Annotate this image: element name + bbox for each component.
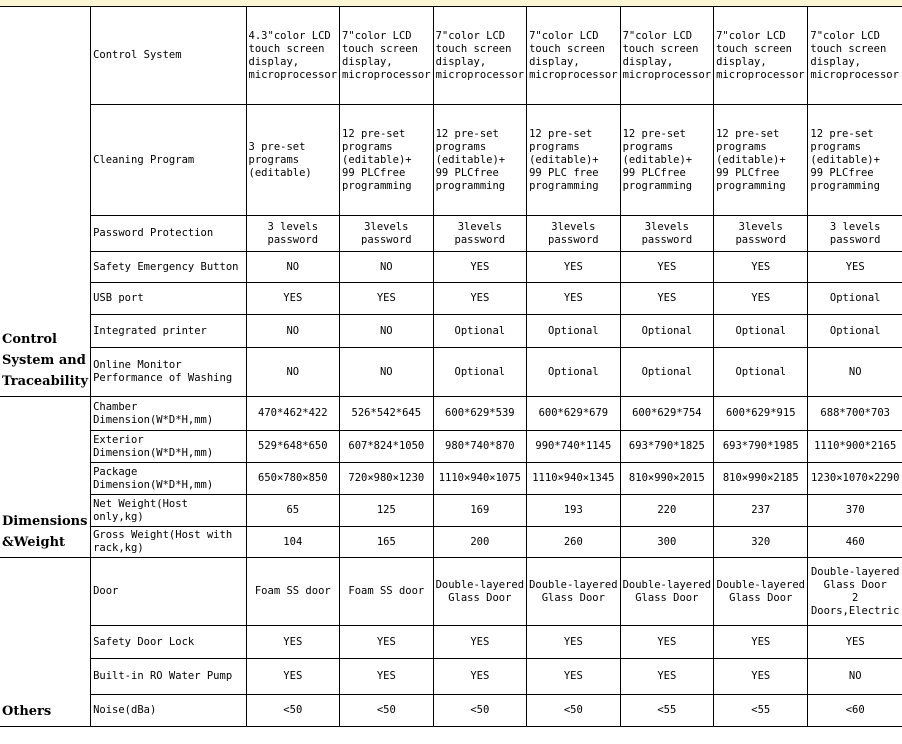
table-row xyxy=(0,659,902,695)
table-row xyxy=(0,527,902,558)
spec-value-model-1: 3 levels password xyxy=(246,216,340,252)
table-row xyxy=(0,216,902,252)
spec-value-model-7: YES xyxy=(808,626,902,659)
spec-label-online-monitor-performance-of-washing: Online Monitor Performance of Washing xyxy=(91,348,246,397)
spec-value-model-1: 529*648*650 xyxy=(246,431,340,463)
spec-value-model-3: <50 xyxy=(433,695,527,727)
spec-sheet xyxy=(0,6,902,727)
spec-value-model-5: <55 xyxy=(620,695,714,727)
spec-value-model-6: 7"color LCD touch screen display, microprocessor xyxy=(714,7,808,105)
spec-value-model-3: 12 pre-set programs (editable)+ 99 PLCfree programming xyxy=(433,105,527,216)
table-row xyxy=(0,7,902,105)
spec-value-model-2: 165 xyxy=(340,527,434,558)
spec-value-model-2: 3levels password xyxy=(340,216,434,252)
spec-value-model-6: YES xyxy=(714,659,808,695)
table-row xyxy=(0,463,902,495)
spec-label-integrated-printer: Integrated printer xyxy=(91,315,246,348)
spec-value-model-7: Double-layered Glass Door 2 Doors,Electric xyxy=(808,558,902,626)
spec-value-model-5: 600*629*754 xyxy=(620,397,714,431)
spec-label-control-system: Control System xyxy=(91,7,246,105)
spec-value-model-7: 3 levels password xyxy=(808,216,902,252)
table-row xyxy=(0,397,902,431)
spec-value-model-2: 12 pre-set programs (editable)+ 99 PLCfree programming xyxy=(340,105,434,216)
spec-value-model-2: Foam SS door xyxy=(340,558,434,626)
spec-label-cleaning-program: Cleaning Program xyxy=(91,105,246,216)
spec-value-model-3: 169 xyxy=(433,495,527,527)
spec-label-gross-weight-host-with-rack-kg: Gross Weight(Host with rack,kg) xyxy=(91,527,246,558)
spec-value-model-1: 470*462*422 xyxy=(246,397,340,431)
spec-value-model-2: YES xyxy=(340,659,434,695)
spec-value-model-5: YES xyxy=(620,283,714,315)
spec-value-model-4: 7"color LCD touch screen display, microprocessor xyxy=(527,7,621,105)
spec-value-model-7: 1230×1070×2290 xyxy=(808,463,902,495)
spec-value-model-4: YES xyxy=(527,252,621,283)
spec-value-model-3: 1110×940×1075 xyxy=(433,463,527,495)
spec-value-model-4: 600*629*679 xyxy=(527,397,621,431)
spec-value-model-7: 688*700*703 xyxy=(808,397,902,431)
spec-value-model-7: Optional xyxy=(808,283,902,315)
spec-value-model-3: YES xyxy=(433,283,527,315)
spec-value-model-3: Optional xyxy=(433,348,527,397)
spec-value-model-1: 104 xyxy=(246,527,340,558)
spec-value-model-6: 810×990×2185 xyxy=(714,463,808,495)
spec-label-built-in-ro-water-pump: Built-in RO Water Pump xyxy=(91,659,246,695)
spec-value-model-5: Optional xyxy=(620,348,714,397)
section-others-heading: Others xyxy=(0,558,91,727)
spec-value-model-7: YES xyxy=(808,252,902,283)
spec-value-model-7: NO xyxy=(808,348,902,397)
spec-value-model-1: YES xyxy=(246,626,340,659)
spec-label-chamber-dimension-w-d-h-mm: Chamber Dimension(W*D*H,mm) xyxy=(91,397,246,431)
spec-value-model-5: YES xyxy=(620,252,714,283)
spec-value-model-5: 300 xyxy=(620,527,714,558)
spec-value-model-7: <60 xyxy=(808,695,902,727)
spec-value-model-1: <50 xyxy=(246,695,340,727)
spec-value-model-5: Double-layered Glass Door xyxy=(620,558,714,626)
spec-value-model-1: NO xyxy=(246,315,340,348)
spec-value-model-5: YES xyxy=(620,659,714,695)
spec-value-model-2: <50 xyxy=(340,695,434,727)
spec-value-model-3: Double-layered Glass Door xyxy=(433,558,527,626)
table-row xyxy=(0,495,902,527)
spec-label-exterior-dimension-w-d-h-mm: Exterior Dimension(W*D*H,mm) xyxy=(91,431,246,463)
spec-value-model-1: NO xyxy=(246,348,340,397)
table-row xyxy=(0,431,902,463)
spec-value-model-1: 65 xyxy=(246,495,340,527)
spec-value-model-1: YES xyxy=(246,283,340,315)
spec-value-model-5: 7"color LCD touch screen display, microprocessor xyxy=(620,7,714,105)
spec-value-model-7: 370 xyxy=(808,495,902,527)
spec-value-model-6: 12 pre-set programs (editable)+ 99 PLCfree programming xyxy=(714,105,808,216)
spec-value-model-4: Double-layered Glass Door xyxy=(527,558,621,626)
spec-value-model-2: NO xyxy=(340,348,434,397)
spec-value-model-5: 12 pre-set programs (editable)+ 99 PLCfree programming xyxy=(620,105,714,216)
section-control-system-and-traceability-heading: Control System and Traceability xyxy=(0,7,91,397)
section-dimensions-weight-heading: Dimensions &Weight xyxy=(0,397,91,558)
spec-value-model-3: YES xyxy=(433,626,527,659)
spec-value-model-6: YES xyxy=(714,626,808,659)
spec-value-model-1: NO xyxy=(246,252,340,283)
spec-label-password-protection: Password Protection xyxy=(91,216,246,252)
spec-value-model-4: YES xyxy=(527,659,621,695)
spec-value-model-2: 526*542*645 xyxy=(340,397,434,431)
spec-value-model-2: YES xyxy=(340,283,434,315)
spec-value-model-1: 650×780×850 xyxy=(246,463,340,495)
table-row xyxy=(0,283,902,315)
table-row xyxy=(0,558,902,626)
spec-value-model-7: NO xyxy=(808,659,902,695)
spec-value-model-6: <55 xyxy=(714,695,808,727)
spec-value-model-5: Optional xyxy=(620,315,714,348)
spec-value-model-7: Optional xyxy=(808,315,902,348)
spec-value-model-1: YES xyxy=(246,659,340,695)
spec-label-safety-emergency-button: Safety Emergency Button xyxy=(91,252,246,283)
spec-value-model-3: 600*629*539 xyxy=(433,397,527,431)
spec-value-model-5: 693*790*1825 xyxy=(620,431,714,463)
table-row xyxy=(0,252,902,283)
spec-value-model-4: 3levels password xyxy=(527,216,621,252)
spec-value-model-6: YES xyxy=(714,252,808,283)
spec-value-model-7: 460 xyxy=(808,527,902,558)
spec-value-model-4: 12 pre-set programs (editable)+ 99 PLC free programming xyxy=(527,105,621,216)
spec-label-door: Door xyxy=(91,558,246,626)
spec-value-model-5: 220 xyxy=(620,495,714,527)
spec-value-model-6: 3levels password xyxy=(714,216,808,252)
spec-value-model-2: 720×980×1230 xyxy=(340,463,434,495)
spec-value-model-5: YES xyxy=(620,626,714,659)
spec-value-model-7: 1110*900*2165 xyxy=(808,431,902,463)
spec-label-package-dimension-w-d-h-mm: Package Dimension(W*D*H,mm) xyxy=(91,463,246,495)
spec-value-model-2: NO xyxy=(340,252,434,283)
table-row xyxy=(0,105,902,216)
spec-value-model-6: Optional xyxy=(714,315,808,348)
spec-value-model-3: 7"color LCD touch screen display, microprocessor xyxy=(433,7,527,105)
spec-value-model-4: Optional xyxy=(527,315,621,348)
spec-value-model-2: 7"color LCD touch screen display, microprocessor xyxy=(340,7,434,105)
spec-value-model-5: 3levels password xyxy=(620,216,714,252)
table-row xyxy=(0,695,902,727)
spec-value-model-6: Optional xyxy=(714,348,808,397)
spec-value-model-6: 237 xyxy=(714,495,808,527)
spec-label-net-weight-host-only-kg: Net Weight(Host only,kg) xyxy=(91,495,246,527)
spec-value-model-3: YES xyxy=(433,252,527,283)
spec-value-model-4: 193 xyxy=(527,495,621,527)
spec-value-model-3: YES xyxy=(433,659,527,695)
spec-value-model-6: 600*629*915 xyxy=(714,397,808,431)
spec-label-usb-port: USB port xyxy=(91,283,246,315)
spec-value-model-4: 990*740*1145 xyxy=(527,431,621,463)
spec-value-model-1: 3 pre-set programs (editable) xyxy=(246,105,340,216)
spec-value-model-6: 693*790*1985 xyxy=(714,431,808,463)
spec-value-model-6: 320 xyxy=(714,527,808,558)
spec-label-safety-door-lock: Safety Door Lock xyxy=(91,626,246,659)
spec-value-model-7: 12 pre-set programs (editable)+ 99 PLCfree programming xyxy=(808,105,902,216)
spec-value-model-2: 125 xyxy=(340,495,434,527)
spec-value-model-4: YES xyxy=(527,626,621,659)
spec-value-model-3: 200 xyxy=(433,527,527,558)
table-row xyxy=(0,348,902,397)
spec-value-model-4: 260 xyxy=(527,527,621,558)
spec-value-model-6: Double-layered Glass Door xyxy=(714,558,808,626)
spec-value-model-2: YES xyxy=(340,626,434,659)
spec-value-model-3: 3levels password xyxy=(433,216,527,252)
spec-value-model-4: Optional xyxy=(527,348,621,397)
spec-value-model-3: 980*740*870 xyxy=(433,431,527,463)
spec-value-model-1: 4.3"color LCD touch screen display, microprocessor xyxy=(246,7,340,105)
table-row xyxy=(0,626,902,659)
spec-value-model-4: 1110×940×1345 xyxy=(527,463,621,495)
spec-value-model-4: <50 xyxy=(527,695,621,727)
spec-value-model-2: NO xyxy=(340,315,434,348)
spec-value-model-6: YES xyxy=(714,283,808,315)
spec-label-noise-dba: Noise(dBa) xyxy=(91,695,246,727)
table-row xyxy=(0,315,902,348)
spec-value-model-2: 607*824*1050 xyxy=(340,431,434,463)
specifications-table xyxy=(0,6,902,727)
spec-value-model-3: Optional xyxy=(433,315,527,348)
spec-value-model-1: Foam SS door xyxy=(246,558,340,626)
spec-value-model-4: YES xyxy=(527,283,621,315)
spec-value-model-7: 7"color LCD touch screen display, microprocessor xyxy=(808,7,902,105)
spec-value-model-5: 810×990×2015 xyxy=(620,463,714,495)
